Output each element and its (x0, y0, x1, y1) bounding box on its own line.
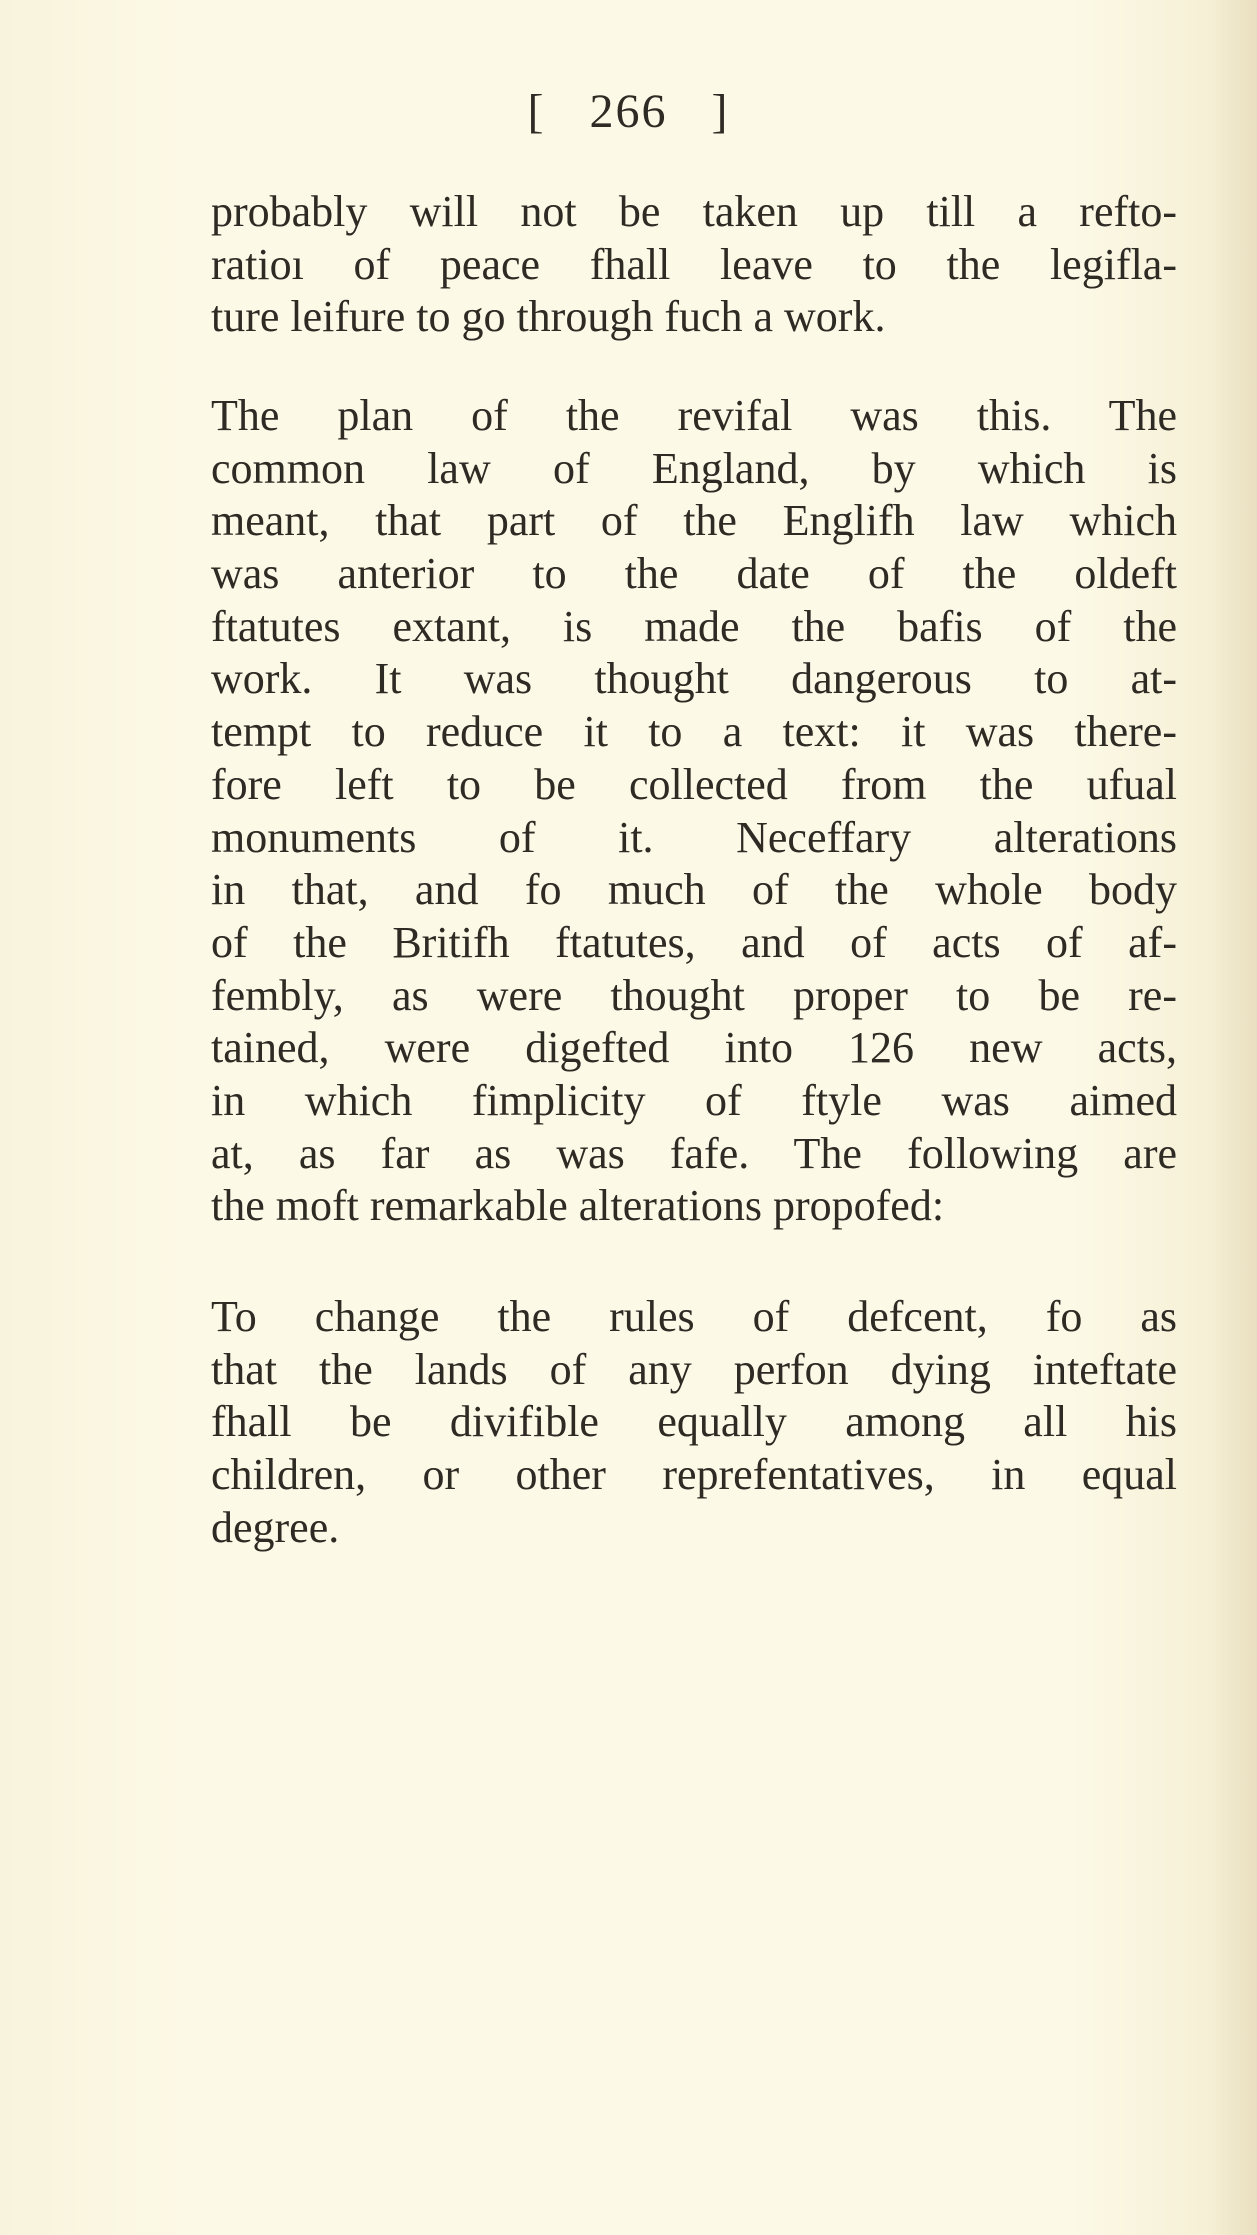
text-line: was anterior to the date of the oldeft (211, 549, 1177, 599)
text-line: ratioı of peace fhall leave to the legifla- (211, 239, 1177, 289)
text-line: of the Britifh ftatutes, and of acts of af- (211, 917, 1177, 967)
text-line: To change the rules of defcent, fo as (211, 1292, 1177, 1341)
text-line: that the lands of any perfon dying inteftate (211, 1344, 1177, 1394)
paragraph-1 (211, 186, 1177, 344)
text-line: monuments of it. Neceffary alterations (211, 812, 1177, 862)
text-line: in which fimplicity of ftyle was aimed (211, 1075, 1177, 1125)
text-line: at, as far as was fafe. The following are (211, 1128, 1177, 1178)
text-line: fembly, as were thought proper to be re- (211, 970, 1177, 1020)
text-line: in that, and fo much of the whole body (211, 865, 1177, 915)
text-line: probably will not be taken up till a refto- (211, 187, 1177, 236)
text-line: common law of England, by which is (211, 443, 1177, 493)
text-line: children, or other reprefentatives, in equal (211, 1450, 1177, 1500)
text-line: The plan of the revifal was this. The (211, 391, 1177, 440)
text-line: ture leifure to go through fuch a work. (211, 292, 886, 342)
text-line: fhall be divifible equally among all his (211, 1397, 1177, 1447)
text-line: ftatutes extant, is made the bafis of the (211, 601, 1177, 651)
text-line: work. It was thought dangerous to at- (211, 654, 1177, 704)
paragraph-3 (211, 1291, 1177, 1554)
text-line: fore left to be collected from the ufual (211, 759, 1177, 809)
text-line: tempt to reduce it to a text: it was there- (211, 707, 1177, 757)
text-line: degree. (211, 1502, 340, 1552)
text-line: the moft remarkable alterations propofed: (211, 1181, 945, 1231)
text-line: tained, were digefted into 126 new acts, (211, 1023, 1177, 1073)
text-line: meant, that part of the Englifh law which (211, 496, 1177, 546)
paragraph-2 (211, 390, 1177, 1233)
page-number: [ 266 ] (527, 85, 730, 138)
